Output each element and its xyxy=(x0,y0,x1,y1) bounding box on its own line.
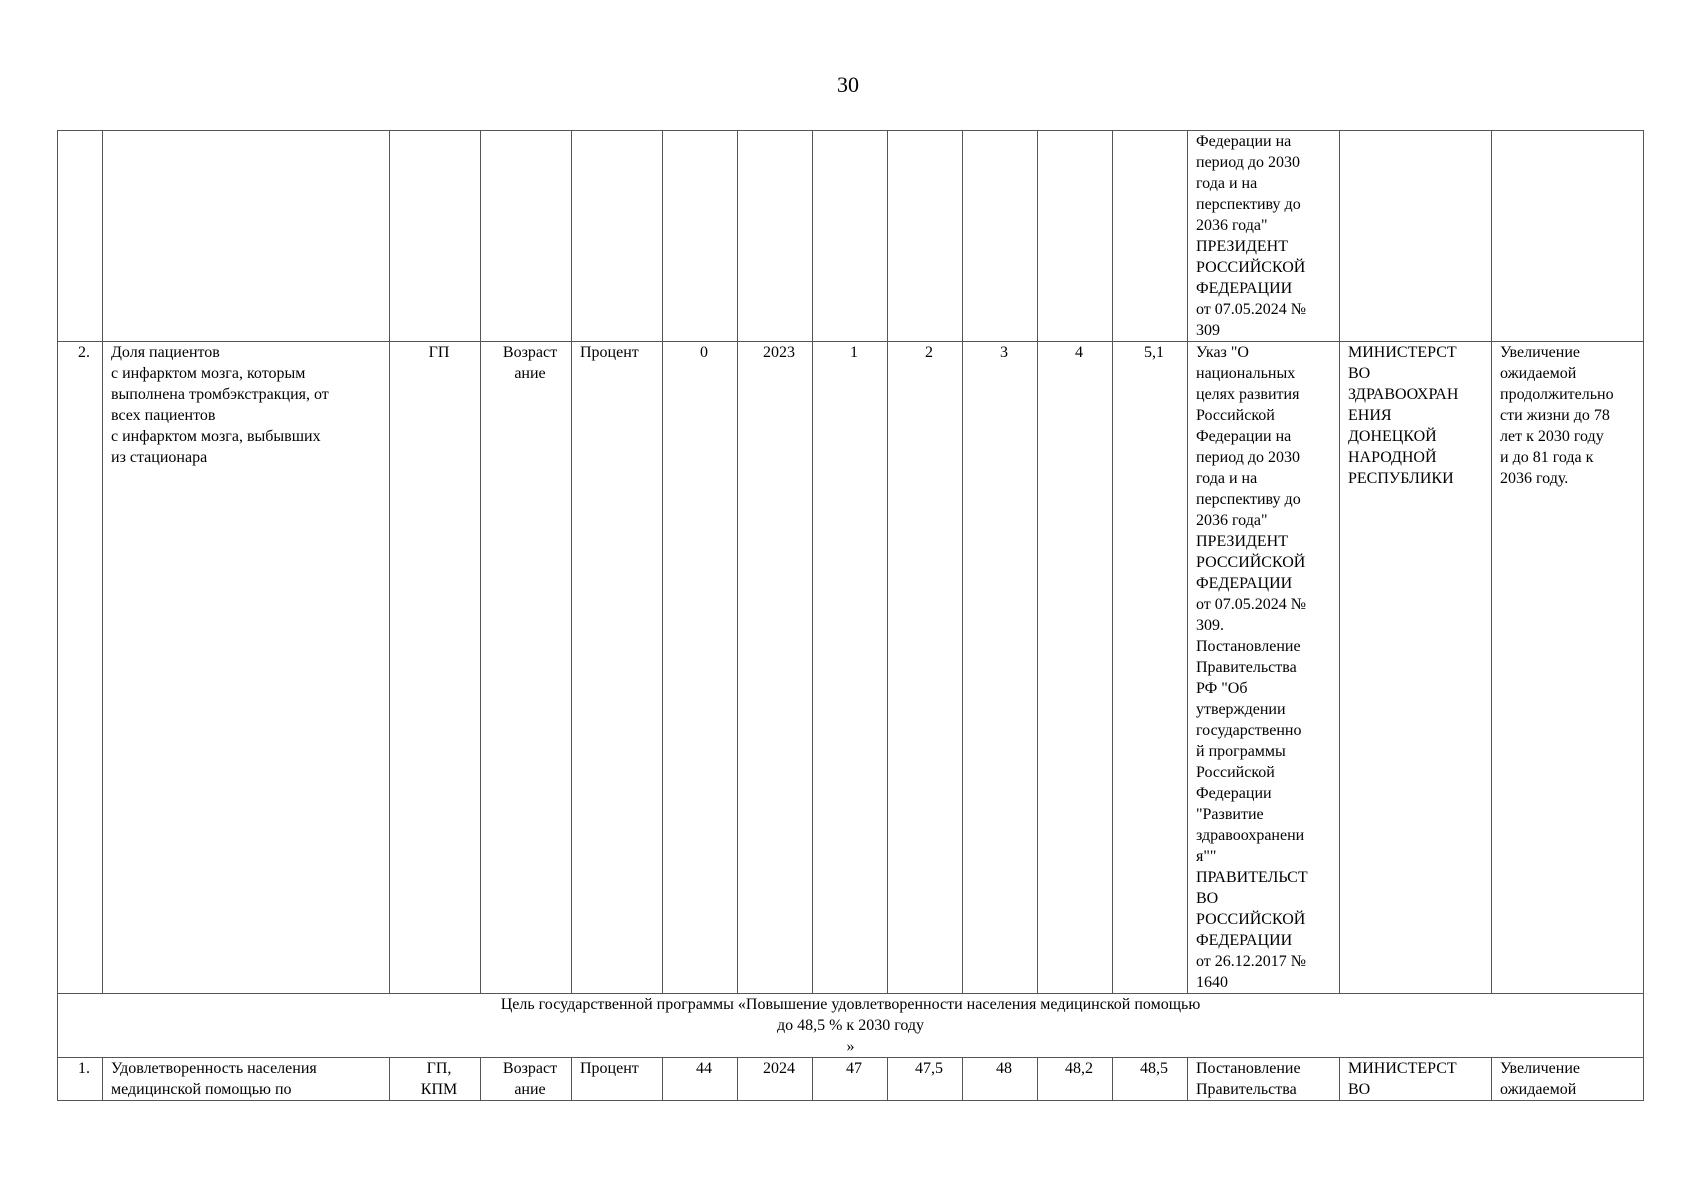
cell-link xyxy=(1492,131,1644,342)
cell-link: Увеличение ожидаемой продолжительно сти жизни до 78 лет к 2030 году и до 81 года к 2036 году. xyxy=(1492,342,1644,994)
table-row xyxy=(58,342,1644,994)
table-row xyxy=(58,1058,1644,1101)
cell-basis: Федерации на период до 2030 года и на перспективу до 2036 года" ПРЕЗИДЕНТ РОССИЙСКОЙ ФЕДЕРАЦИИ от 07.05.2024 № 309 xyxy=(1188,131,1340,342)
cell-basis: Указ "О национальных целях развития Российской Федерации на период до 2030 года и на перспективу до 2036 года" ПРЕЗИДЕНТ РОССИЙСКОЙ ФЕДЕРАЦИИ от 07.05.2024 № 309. Постановление Правительства РФ "Об утверждении государственно й программы Российской Федерации "Развитие здравоохранени я"" ПРАВИТЕЛЬСТ ВО РОССИЙСКОЙ ФЕДЕРАЦИИ от 26.12.2017 № 1640 xyxy=(1188,342,1340,994)
goal-heading: Цель государственной программы «Повышение удовлетворенности населения медицинской помощью до 48,5 % к 2030 году » xyxy=(58,994,1644,1058)
cell-base-year: 2024 xyxy=(738,1058,813,1101)
cell-base-value: 0 xyxy=(663,342,738,994)
cell-v2 xyxy=(888,131,963,342)
table-row-goal xyxy=(58,994,1644,1058)
cell-base-value: 44 xyxy=(663,1058,738,1101)
cell-v2: 47,5 xyxy=(888,1058,963,1101)
cell-num: 2. xyxy=(58,342,103,994)
cell-v1 xyxy=(813,131,888,342)
cell-v4: 4 xyxy=(1038,342,1113,994)
cell-level: ГП xyxy=(390,342,481,994)
cell-v1: 1 xyxy=(813,342,888,994)
table-row-continuation xyxy=(58,131,1644,342)
cell-direction: Возраст ание xyxy=(481,342,572,994)
cell-v2: 2 xyxy=(888,342,963,994)
cell-name xyxy=(103,131,390,342)
cell-unit xyxy=(572,131,663,342)
cell-responsible xyxy=(1340,131,1492,342)
cell-v3: 48 xyxy=(963,1058,1038,1101)
cell-link: Увеличение ожидаемой xyxy=(1492,1058,1644,1101)
cell-v5: 48,5 xyxy=(1113,1058,1188,1101)
cell-responsible: МИНИСТЕРСТ ВО xyxy=(1340,1058,1492,1101)
cell-num: 1. xyxy=(58,1058,103,1101)
cell-direction: Возраст ание xyxy=(481,1058,572,1101)
cell-num xyxy=(58,131,103,342)
cell-basis: Постановление Правительства xyxy=(1188,1058,1340,1101)
cell-v5: 5,1 xyxy=(1113,342,1188,994)
cell-level xyxy=(390,131,481,342)
cell-v3: 3 xyxy=(963,342,1038,994)
cell-base-year: 2023 xyxy=(738,342,813,994)
cell-v4: 48,2 xyxy=(1038,1058,1113,1101)
cell-v4 xyxy=(1038,131,1113,342)
cell-name: Доля пациентов с инфарктом мозга, которым выполнена тромбэкстракция, от всех пациентов с инфарктом мозга, выбывших из стационара xyxy=(103,342,390,994)
indicators-table xyxy=(57,130,1644,1101)
page-number: 30 xyxy=(837,72,859,97)
cell-direction xyxy=(481,131,572,342)
cell-level: ГП, КПМ xyxy=(390,1058,481,1101)
cell-base-value xyxy=(663,131,738,342)
cell-unit: Процент xyxy=(572,1058,663,1101)
cell-name: Удовлетворенность населения медицинской помощью по xyxy=(103,1058,390,1101)
cell-v3 xyxy=(963,131,1038,342)
cell-base-year xyxy=(738,131,813,342)
cell-unit: Процент xyxy=(572,342,663,994)
cell-responsible: МИНИСТЕРСТ ВО ЗДРАВООХРАН ЕНИЯ ДОНЕЦКОЙ НАРОДНОЙ РЕСПУБЛИКИ xyxy=(1340,342,1492,994)
cell-v5 xyxy=(1113,131,1188,342)
cell-v1: 47 xyxy=(813,1058,888,1101)
